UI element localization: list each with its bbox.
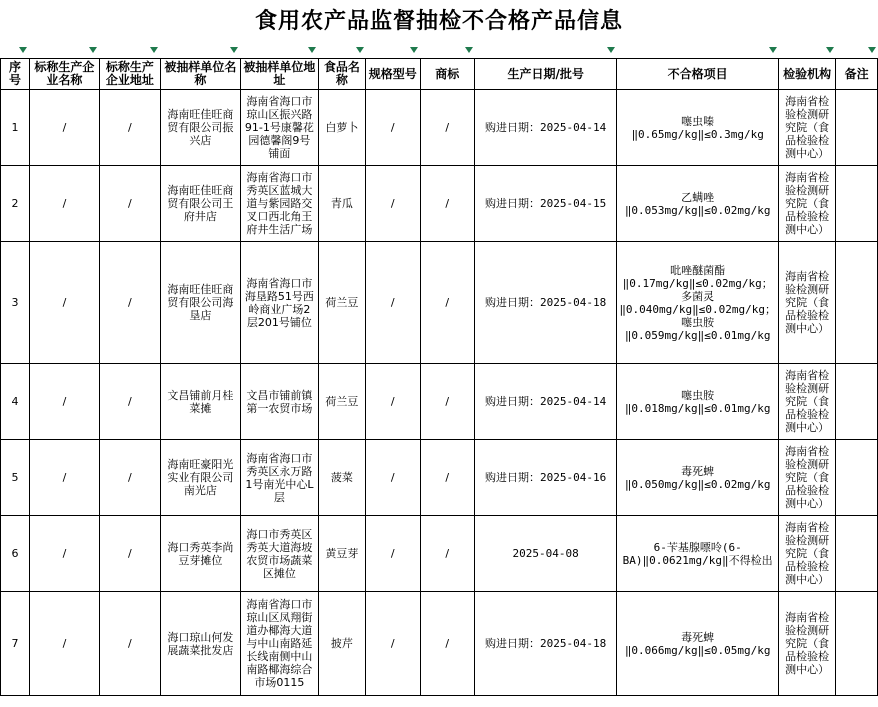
cell-lab[interactable]: 海南省检验检测研究院（食品检验检测中心） bbox=[779, 364, 836, 440]
header-note: 备注 bbox=[836, 59, 878, 90]
cell-unit-addr[interactable]: 海南省海口市秀英区蓝城大道与紫园路交叉口西北角王府井生活广场 bbox=[240, 166, 318, 242]
cell-date[interactable]: 购进日期：2025-04-18 bbox=[475, 242, 617, 364]
cell-seq[interactable]: 5 bbox=[1, 440, 30, 516]
filter-dropdown-icon[interactable] bbox=[19, 47, 27, 53]
header-mfr-name: 标称生产企业名称 bbox=[29, 59, 99, 90]
cell-date[interactable]: 购进日期：2025-04-14 bbox=[475, 364, 617, 440]
cell-food[interactable]: 白萝卜 bbox=[318, 90, 365, 166]
header-unit-addr: 被抽样单位地址 bbox=[240, 59, 318, 90]
header-spec: 规格型号 bbox=[366, 59, 421, 90]
cell-lab[interactable]: 海南省检验检测研究院（食品检验检测中心） bbox=[779, 90, 836, 166]
cell-mfr-name[interactable]: / bbox=[29, 516, 99, 592]
filter-dropdown-icon[interactable] bbox=[89, 47, 97, 53]
cell-mfr-name[interactable]: / bbox=[29, 364, 99, 440]
filter-dropdown-icon[interactable] bbox=[465, 47, 473, 53]
header-unit-name: 被抽样单位名称 bbox=[160, 59, 240, 90]
cell-brand[interactable]: / bbox=[420, 90, 475, 166]
table-row bbox=[1, 592, 878, 696]
cell-seq[interactable]: 3 bbox=[1, 242, 30, 364]
filter-dropdown-icon[interactable] bbox=[868, 47, 876, 53]
cell-seq[interactable]: 1 bbox=[1, 90, 30, 166]
cell-food[interactable]: 披芹 bbox=[318, 592, 365, 696]
filter-dropdown-icon[interactable] bbox=[308, 47, 316, 53]
cell-seq[interactable]: 6 bbox=[1, 516, 30, 592]
cell-seq[interactable]: 7 bbox=[1, 592, 30, 696]
cell-mfr-addr[interactable]: / bbox=[99, 90, 160, 166]
cell-brand[interactable]: / bbox=[420, 166, 475, 242]
cell-item[interactable]: 6-苄基腺嘌呤(6-BA)‖0.0621mg/kg‖不得检出 bbox=[617, 516, 779, 592]
cell-date[interactable]: 购进日期：2025-04-18 bbox=[475, 592, 617, 696]
cell-seq[interactable]: 4 bbox=[1, 364, 30, 440]
cell-unit-name[interactable]: 海口琼山何发展蔬菜批发店 bbox=[160, 592, 240, 696]
table-row bbox=[1, 242, 878, 364]
header-food: 食品名称 bbox=[318, 59, 365, 90]
cell-unit-name[interactable]: 文昌铺前月桂菜摊 bbox=[160, 364, 240, 440]
cell-unit-name[interactable]: 海口秀英李尚豆芽摊位 bbox=[160, 516, 240, 592]
cell-item[interactable]: 毒死蜱‖0.066mg/kg‖≤0.05mg/kg bbox=[617, 592, 779, 696]
cell-unit-name[interactable]: 海南旺佳旺商贸有限公司王府井店 bbox=[160, 166, 240, 242]
cell-mfr-addr[interactable]: / bbox=[99, 516, 160, 592]
filter-dropdown-icon[interactable] bbox=[607, 47, 615, 53]
cell-seq[interactable]: 2 bbox=[1, 166, 30, 242]
cell-lab[interactable]: 海南省检验检测研究院（食品检验检测中心） bbox=[779, 516, 836, 592]
filter-cell bbox=[29, 44, 99, 59]
cell-note[interactable] bbox=[836, 166, 878, 242]
cell-unit-name[interactable]: 海南旺豪阳光实业有限公司南光店 bbox=[160, 440, 240, 516]
cell-mfr-addr[interactable]: / bbox=[99, 440, 160, 516]
cell-lab[interactable]: 海南省检验检测研究院（食品检验检测中心） bbox=[779, 440, 836, 516]
cell-spec[interactable]: / bbox=[366, 364, 421, 440]
cell-date[interactable]: 购进日期：2025-04-14 bbox=[475, 90, 617, 166]
header-lab: 检验机构 bbox=[779, 59, 836, 90]
cell-note[interactable] bbox=[836, 440, 878, 516]
cell-brand[interactable]: / bbox=[420, 440, 475, 516]
filter-dropdown-icon[interactable] bbox=[826, 47, 834, 53]
filter-dropdown-icon[interactable] bbox=[230, 47, 238, 53]
cell-item[interactable]: 毒死蜱‖0.050mg/kg‖≤0.02mg/kg bbox=[617, 440, 779, 516]
filter-cell bbox=[420, 44, 475, 59]
filter-cell bbox=[779, 44, 836, 59]
filter-dropdown-icon[interactable] bbox=[769, 47, 777, 53]
cell-unit-addr[interactable]: 海南省海口市秀英区永万路1号南光中心L层 bbox=[240, 440, 318, 516]
cell-spec[interactable]: / bbox=[366, 166, 421, 242]
filter-row bbox=[1, 44, 878, 59]
cell-mfr-addr[interactable]: / bbox=[99, 242, 160, 364]
header-date: 生产日期/批号 bbox=[475, 59, 617, 90]
table-row bbox=[1, 90, 878, 166]
cell-mfr-name[interactable]: / bbox=[29, 242, 99, 364]
cell-note[interactable] bbox=[836, 516, 878, 592]
cell-mfr-addr[interactable]: / bbox=[99, 364, 160, 440]
cell-food[interactable]: 荷兰豆 bbox=[318, 364, 365, 440]
cell-unit-addr[interactable]: 海南省海口市海垦路51号西岭商业广场2层201号铺位 bbox=[240, 242, 318, 364]
cell-unit-addr[interactable]: 海南省海口市琼山区凤翔街道办椰海大道与中山南路延长线南侧中山南路椰海综合市场0115 bbox=[240, 592, 318, 696]
header-row bbox=[1, 59, 878, 90]
cell-spec[interactable]: / bbox=[366, 592, 421, 696]
cell-note[interactable] bbox=[836, 592, 878, 696]
header-seq: 序号 bbox=[1, 59, 30, 90]
filter-cell bbox=[836, 44, 878, 59]
cell-mfr-name[interactable]: / bbox=[29, 166, 99, 242]
table-row bbox=[1, 364, 878, 440]
filter-cell bbox=[617, 44, 779, 59]
header-item: 不合格项目 bbox=[617, 59, 779, 90]
cell-food[interactable]: 青瓜 bbox=[318, 166, 365, 242]
cell-date[interactable]: 购进日期：2025-04-16 bbox=[475, 440, 617, 516]
cell-unit-addr[interactable]: 海南省海口市琼山区振兴路91-1号康馨花园德馨阁9号铺面 bbox=[240, 90, 318, 166]
filter-dropdown-icon[interactable] bbox=[356, 47, 364, 53]
cell-food[interactable]: 菠菜 bbox=[318, 440, 365, 516]
cell-brand[interactable]: / bbox=[420, 592, 475, 696]
cell-brand[interactable]: / bbox=[420, 516, 475, 592]
cell-item[interactable]: 乙螨唑‖0.053mg/kg‖≤0.02mg/kg bbox=[617, 166, 779, 242]
filter-cell bbox=[366, 44, 421, 59]
cell-food[interactable]: 黄豆芽 bbox=[318, 516, 365, 592]
filter-cell bbox=[99, 44, 160, 59]
table-row bbox=[1, 166, 878, 242]
cell-food[interactable]: 荷兰豆 bbox=[318, 242, 365, 364]
cell-mfr-name[interactable]: / bbox=[29, 440, 99, 516]
cell-brand[interactable]: / bbox=[420, 364, 475, 440]
cell-lab[interactable]: 海南省检验检测研究院（食品检验检测中心） bbox=[779, 592, 836, 696]
cell-item[interactable]: 噻虫胺‖0.018mg/kg‖≤0.01mg/kg bbox=[617, 364, 779, 440]
cell-unit-addr[interactable]: 海口市秀英区秀英大道海坡农贸市场蔬菜区摊位 bbox=[240, 516, 318, 592]
cell-note[interactable] bbox=[836, 242, 878, 364]
cell-date[interactable]: 2025-04-08 bbox=[475, 516, 617, 592]
cell-note[interactable] bbox=[836, 364, 878, 440]
cell-item[interactable]: 噻虫嗪‖0.65mg/kg‖≤0.3mg/kg bbox=[617, 90, 779, 166]
header-mfr-addr: 标称生产企业地址 bbox=[99, 59, 160, 90]
cell-brand[interactable]: / bbox=[420, 242, 475, 364]
cell-spec[interactable]: / bbox=[366, 90, 421, 166]
filter-dropdown-icon[interactable] bbox=[150, 47, 158, 53]
cell-note[interactable] bbox=[836, 90, 878, 166]
inspection-table bbox=[0, 44, 878, 696]
cell-spec[interactable]: / bbox=[366, 242, 421, 364]
filter-cell bbox=[240, 44, 318, 59]
filter-cell bbox=[475, 44, 617, 59]
cell-spec[interactable]: / bbox=[366, 440, 421, 516]
cell-item[interactable]: 吡唑醚菌酯‖0.17mg/kg‖≤0.02mg/kg；多菌灵‖0.040mg/kg‖≤0.02mg/kg；噻虫胺‖0.059mg/kg‖≤0.01mg/kg bbox=[617, 242, 779, 364]
cell-mfr-name[interactable]: / bbox=[29, 90, 99, 166]
cell-lab[interactable]: 海南省检验检测研究院（食品检验检测中心） bbox=[779, 242, 836, 364]
cell-unit-name[interactable]: 海南旺佳旺商贸有限公司海垦店 bbox=[160, 242, 240, 364]
table-row bbox=[1, 516, 878, 592]
cell-date[interactable]: 购进日期：2025-04-15 bbox=[475, 166, 617, 242]
filter-cell bbox=[1, 44, 30, 59]
sheet-title: 食用农产品监督抽检不合格产品信息 bbox=[254, 9, 623, 34]
cell-mfr-addr[interactable]: / bbox=[99, 166, 160, 242]
cell-lab[interactable]: 海南省检验检测研究院（食品检验检测中心） bbox=[779, 166, 836, 242]
filter-cell bbox=[318, 44, 365, 59]
cell-mfr-addr[interactable]: / bbox=[99, 592, 160, 696]
filter-dropdown-icon[interactable] bbox=[410, 47, 418, 53]
table-row bbox=[1, 440, 878, 516]
cell-unit-addr[interactable]: 文昌市铺前镇第一农贸市场 bbox=[240, 364, 318, 440]
cell-spec[interactable]: / bbox=[366, 516, 421, 592]
cell-unit-name[interactable]: 海南旺佳旺商贸有限公司振兴店 bbox=[160, 90, 240, 166]
cell-mfr-name[interactable]: / bbox=[29, 592, 99, 696]
header-brand: 商标 bbox=[420, 59, 475, 90]
filter-cell bbox=[160, 44, 240, 59]
